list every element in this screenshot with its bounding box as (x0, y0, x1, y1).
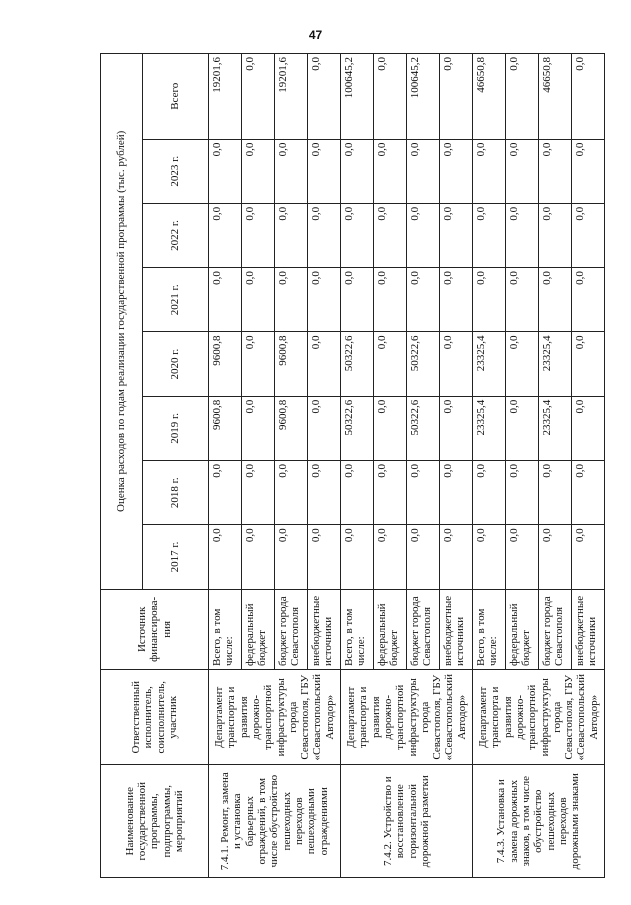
total-value-cell: 0,0 (308, 54, 341, 140)
funding-source-cell: федеральный бюджет (506, 589, 539, 669)
year-value-cell: 0,0 (275, 203, 308, 267)
header-estimate: Оценка расходов по годам реализации государственной программы (тыс. рублей) (101, 54, 143, 590)
year-value-cell: 0,0 (275, 139, 308, 203)
year-value-cell: 0,0 (308, 525, 341, 589)
year-value-cell: 0,0 (242, 461, 275, 525)
year-value-cell: 0,0 (440, 461, 473, 525)
year-value-cell: 0,0 (341, 461, 374, 525)
year-value-cell: 0,0 (506, 268, 539, 332)
table-row (473, 54, 506, 878)
year-value-cell: 0,0 (407, 139, 440, 203)
funding-source-cell: внебюджетные источники (308, 589, 341, 669)
header-total: Всего (143, 54, 209, 140)
year-value-cell: 0,0 (374, 203, 407, 267)
total-value-cell: 19201,6 (209, 54, 242, 140)
year-value-cell: 0,0 (572, 461, 605, 525)
year-value-cell: 0,0 (506, 396, 539, 460)
year-value-cell: 0,0 (242, 268, 275, 332)
year-value-cell: 0,0 (506, 139, 539, 203)
measure-name-cell: 7.4.3. Установка и замена дорожных знаков, в том числе обустройство пешеходных переходов дорожными знаками (473, 765, 605, 878)
table-row (341, 54, 374, 878)
year-value-cell: 0,0 (341, 139, 374, 203)
year-value-cell: 0,0 (572, 139, 605, 203)
year-value-cell: 0,0 (308, 139, 341, 203)
total-value-cell: 46650,8 (473, 54, 506, 140)
page-number: 47 (308, 28, 323, 42)
year-value-cell: 0,0 (440, 203, 473, 267)
year-value-cell: 0,0 (440, 332, 473, 396)
year-value-cell: 23325,4 (539, 396, 572, 460)
year-value-cell: 0,0 (308, 396, 341, 460)
rotated-table-container (100, 53, 601, 878)
total-value-cell: 0,0 (374, 54, 407, 140)
total-value-cell: 0,0 (242, 54, 275, 140)
year-value-cell: 0,0 (374, 396, 407, 460)
year-value-cell: 23325,4 (539, 332, 572, 396)
year-value-cell: 50322,6 (341, 396, 374, 460)
year-value-cell: 0,0 (407, 461, 440, 525)
header-year: 2021 г. (143, 268, 209, 332)
year-value-cell: 0,0 (539, 139, 572, 203)
year-value-cell: 0,0 (539, 461, 572, 525)
table-body (209, 54, 605, 878)
year-value-cell: 0,0 (506, 461, 539, 525)
total-value-cell: 0,0 (506, 54, 539, 140)
year-value-cell: 0,0 (341, 203, 374, 267)
year-value-cell: 0,0 (242, 525, 275, 589)
header-year: 2019 г. (143, 396, 209, 460)
year-value-cell: 0,0 (506, 525, 539, 589)
year-value-cell: 0,0 (374, 139, 407, 203)
year-value-cell: 0,0 (506, 332, 539, 396)
total-value-cell: 46650,8 (539, 54, 572, 140)
year-value-cell: 9600,8 (275, 396, 308, 460)
year-value-cell: 0,0 (440, 139, 473, 203)
year-value-cell: 0,0 (209, 525, 242, 589)
header-year: 2023 г. (143, 139, 209, 203)
funding-source-cell: бюджет города Севастополя (407, 589, 440, 669)
total-value-cell: 0,0 (440, 54, 473, 140)
header-year: 2017 г. (143, 525, 209, 589)
year-value-cell: 0,0 (242, 139, 275, 203)
year-value-cell: 0,0 (341, 268, 374, 332)
header-year: 2018 г. (143, 461, 209, 525)
funding-source-cell: бюджет города Севастополя (275, 589, 308, 669)
year-value-cell: 50322,6 (407, 396, 440, 460)
year-value-cell: 0,0 (506, 203, 539, 267)
year-value-cell: 0,0 (539, 525, 572, 589)
year-value-cell: 0,0 (242, 203, 275, 267)
year-value-cell: 0,0 (440, 525, 473, 589)
funding-source-cell: Всего, в том числе: (341, 589, 374, 669)
year-value-cell: 0,0 (242, 396, 275, 460)
year-value-cell: 50322,6 (341, 332, 374, 396)
year-value-cell: 0,0 (440, 268, 473, 332)
year-value-cell: 9600,8 (209, 396, 242, 460)
year-value-cell: 0,0 (374, 461, 407, 525)
year-value-cell: 0,0 (572, 203, 605, 267)
year-value-cell: 0,0 (407, 268, 440, 332)
year-value-cell: 0,0 (308, 461, 341, 525)
year-value-cell: 0,0 (275, 268, 308, 332)
year-value-cell: 0,0 (308, 268, 341, 332)
responsible-cell: Департамент транспорта и развития дорожно-транспортной инфраструктуры города Севастополя, ГБУ «Севастопольский Автодор» (341, 670, 473, 765)
year-value-cell: 0,0 (407, 525, 440, 589)
funding-source-cell: внебюджетные источники (572, 589, 605, 669)
year-value-cell: 0,0 (539, 203, 572, 267)
responsible-cell: Департамент транспорта и развития дорожно-транспортной инфраструктуры города Севастополя, ГБУ «Севастопольский Автодор» (209, 670, 341, 765)
header-row-top (101, 54, 143, 878)
total-value-cell: 0,0 (572, 54, 605, 140)
measure-name-cell: 7.4.2. Устройство и восстановление горизонтальной дорожной разметки (341, 765, 473, 878)
year-value-cell: 0,0 (572, 268, 605, 332)
year-value-cell: 0,0 (242, 332, 275, 396)
funding-source-cell: Всего, в том числе: (209, 589, 242, 669)
year-value-cell: 0,0 (473, 139, 506, 203)
header-name: Наименование государственной программы, подпрограммы, мероприятий (101, 765, 209, 878)
year-value-cell: 0,0 (374, 268, 407, 332)
year-value-cell: 0,0 (473, 525, 506, 589)
funding-source-cell: Всего, в том числе: (473, 589, 506, 669)
funding-source-cell: федеральный бюджет (242, 589, 275, 669)
year-value-cell: 0,0 (308, 203, 341, 267)
year-value-cell: 0,0 (572, 525, 605, 589)
year-value-cell: 0,0 (209, 203, 242, 267)
year-value-cell: 0,0 (374, 332, 407, 396)
year-value-cell: 0,0 (572, 396, 605, 460)
budget-table (100, 53, 605, 878)
year-value-cell: 0,0 (209, 461, 242, 525)
year-value-cell: 0,0 (341, 525, 374, 589)
measure-name-cell: 7.4.1. Ремонт, замена и установка барьерных ограждений, в том числе обустройство пешеходных переходов пешеходными ограждениями (209, 765, 341, 878)
year-value-cell: 0,0 (407, 203, 440, 267)
year-value-cell: 0,0 (275, 525, 308, 589)
year-value-cell: 0,0 (209, 268, 242, 332)
year-value-cell: 0,0 (374, 525, 407, 589)
year-value-cell: 0,0 (440, 396, 473, 460)
year-value-cell: 0,0 (473, 461, 506, 525)
header-year: 2020 г. (143, 332, 209, 396)
year-value-cell: 23325,4 (473, 332, 506, 396)
year-value-cell: 9600,8 (275, 332, 308, 396)
funding-source-cell: внебюджетные источники (440, 589, 473, 669)
responsible-cell: Департамент транспорта и развития дорожно-транспортной инфраструктуры города Севастополя, ГБУ «Севастопольский Автодор» (473, 670, 605, 765)
header-source: Источник финансирова-ния (101, 589, 209, 669)
year-value-cell: 0,0 (539, 268, 572, 332)
year-value-cell: 0,0 (473, 203, 506, 267)
year-value-cell: 0,0 (473, 268, 506, 332)
year-value-cell: 23325,4 (473, 396, 506, 460)
header-responsible: Ответственный исполнитель, соисполнитель, участник (101, 670, 209, 765)
year-value-cell: 50322,6 (407, 332, 440, 396)
year-value-cell: 0,0 (209, 139, 242, 203)
total-value-cell: 19201,6 (275, 54, 308, 140)
total-value-cell: 100645,2 (341, 54, 374, 140)
header-year: 2022 г. (143, 203, 209, 267)
total-value-cell: 100645,2 (407, 54, 440, 140)
year-value-cell: 9600,8 (209, 332, 242, 396)
year-value-cell: 0,0 (308, 332, 341, 396)
funding-source-cell: бюджет города Севастополя (539, 589, 572, 669)
year-value-cell: 0,0 (275, 461, 308, 525)
table-row (209, 54, 242, 878)
year-value-cell: 0,0 (572, 332, 605, 396)
funding-source-cell: федеральный бюджет (374, 589, 407, 669)
